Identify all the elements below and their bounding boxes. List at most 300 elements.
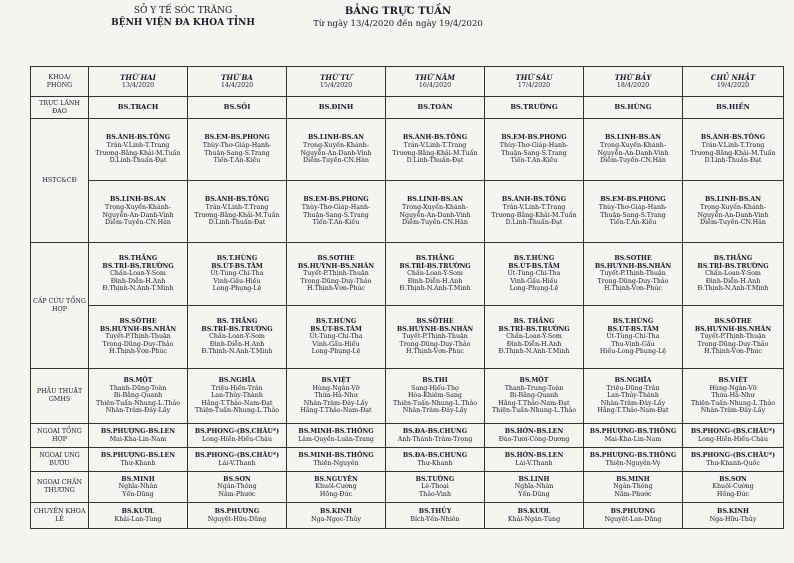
doctor-name: BS.KƯƠL [517, 507, 551, 515]
staff-names: Khải-Lan-Tùng [114, 515, 162, 523]
doctor-name: BS.NGHĨA [218, 377, 256, 385]
doctor-name: BS.ÁNH-BS.TÔNG [402, 134, 468, 142]
doctor-name: BS.MINH-BS.THÔNG [298, 427, 374, 435]
leader-cell: BS.SỎI [188, 97, 287, 119]
hstc-cell [683, 119, 784, 181]
staff-names: Thừa-Hà-Như [711, 392, 755, 400]
external-oncology-cell [188, 448, 287, 472]
day-date: 19/4/2020 [716, 81, 750, 89]
emergency-cell [287, 306, 386, 369]
staff-names: Chấn-Loan-Ý-Som [705, 270, 761, 278]
doctor-name: BS.MỘT [123, 377, 153, 385]
staff-names: Long-Hiền-Hiếu-Châu [202, 435, 272, 443]
trauma-cell [584, 472, 683, 503]
staff-names: Thanh-Trung-Toàn [504, 384, 564, 392]
staff-names: Nguyễn-An-Danh-Vinh [597, 149, 669, 157]
external-oncology-cell [386, 448, 485, 472]
doctor-name: BS.T.HÙNG [315, 318, 357, 326]
staff-names: Lái-V.Thanh [218, 459, 256, 467]
leader-cell: BS.TRƯỜNG [485, 97, 584, 119]
emergency-cell [485, 243, 584, 306]
external-general-cell [89, 424, 188, 448]
doctor-name: BS.HUỲNH-BS.NHÂN [594, 262, 672, 270]
trauma-cell [89, 472, 188, 503]
doctor-name: BS.SƠN [223, 475, 251, 483]
hstc-cell [188, 181, 287, 243]
doctor-name: BS.SƠTHE [317, 255, 355, 263]
day-date: 16/4/2020 [418, 81, 452, 89]
doctor-name: BS.LINH-BS.AN [109, 196, 166, 204]
staff-names: Thiện-Tuấn-Nhung-L.Thảo [392, 399, 478, 407]
date-range: Từ ngày 13/4/2020 đến ngày 19/4/2020 [313, 19, 483, 29]
doctor-name: BS.ÚT-BS.TÂM [310, 325, 362, 333]
staff-names: Lan-Thủy-Thành [607, 392, 659, 400]
trauma-row [31, 472, 784, 503]
doctor-name: BS.KƯƠL [121, 507, 155, 515]
staff-names: Bích-Yến-Nhiên [410, 515, 460, 523]
doctor-name: BS.ĐA-BS.CHUNG [402, 427, 468, 435]
corner-text: KHOA/ [48, 73, 71, 81]
emergency-row [31, 306, 784, 369]
staff-names: D.Linh-Thuấn-Đạt [406, 157, 464, 165]
staff-names: Tuyết-P.Thịnh-Thuận [303, 270, 369, 278]
staff-names: Thư-Khanh [417, 459, 453, 467]
staff-names: Tuyết-P.Thịnh-Thuận [700, 333, 766, 341]
staff-names: Nhân-Trâm-Đây-Lấy [402, 407, 468, 415]
row-label-trauma: NGOẠI CHẤN THƯƠNG [31, 472, 89, 503]
doctor-name: BS.SƠN [719, 475, 747, 483]
staff-names: Năm-Phước [614, 490, 652, 498]
staff-names: Trương-Bằng-Khải-M.Tuấn [194, 211, 280, 219]
hstc-row [31, 181, 784, 243]
day-name: THỨ TƯ [320, 72, 352, 82]
day-name: THỨ HAI [120, 72, 156, 82]
doctor-name: BS.KINH [717, 507, 749, 515]
staff-names: Lan-Thủy-Thành [211, 392, 263, 400]
doctor-name: BS.MINH-BS.THÔNG [298, 451, 374, 459]
staff-names: Trân-V.Linh-T.Trang [701, 141, 765, 149]
leader-cell: BS.HÙNG [584, 97, 683, 119]
doctor-name: BS.SÔTHE [714, 318, 752, 326]
specialty-cell [386, 503, 485, 529]
staff-names: Hòa-Khiêm-Sang [408, 392, 462, 400]
staff-names: Tiến-T.An-Kiều [312, 219, 360, 227]
staff-names: Thiện-Tuấn-Nhung-L.Thảo [491, 407, 577, 415]
doctor-name: BS. THẮNG [513, 318, 555, 326]
day-header [287, 67, 386, 97]
doctor-name: BS.MỘT [519, 377, 549, 385]
hstc-cell [683, 181, 784, 243]
leader-cell: BS.ĐỊNH [287, 97, 386, 119]
staff-names: Trân-V.Linh-T.Trang [502, 203, 566, 211]
staff-names: Út-Tùng-Chí-Tha [309, 333, 363, 341]
staff-names: Chấn-Loan-Ý-Som [110, 270, 166, 278]
doctor-name: BS.EM-BS.PHONG [204, 134, 270, 142]
doctor-name: BS.ÁNH-BS.TÔNG [204, 196, 270, 204]
trauma-cell [287, 472, 386, 503]
specialty-cell [89, 503, 188, 529]
emergency-cell [287, 243, 386, 306]
duty-roster-table [30, 66, 784, 529]
doctor-name: BS. THẮNG [216, 318, 258, 326]
doctor-name: BS.ÚT-BS.TÂM [508, 262, 560, 270]
hstc-cell [584, 181, 683, 243]
staff-names: Nhân-Trâm-Đây-Lấy [303, 399, 369, 407]
staff-names: Trân-V.Linh-T.Trang [106, 141, 170, 149]
staff-names: Thu-Vinh-Gấu [611, 340, 655, 348]
external-general-row [31, 424, 784, 448]
staff-names: D.Linh-Thuấn-Đạt [208, 219, 266, 227]
staff-names: Diễm-Tuyền-CN.Hân [600, 157, 666, 165]
staff-names: Hồng-Đức [716, 490, 750, 498]
doctor-name: BS.PHONG-(BS.CHÂU*) [690, 451, 776, 459]
staff-names: Vinh-Gấu-Hiếu [213, 277, 261, 285]
staff-names: Trọng-Dũng-Duy-Thảo [300, 277, 372, 285]
staff-names: Đình-Diễn-H.Anh [209, 340, 265, 348]
external-general-cell [683, 424, 784, 448]
surgery-cell [584, 369, 683, 424]
staff-names: Tuyết-P.Thịnh-Thuận [600, 270, 666, 278]
staff-names: Đ.Thịnh-N.Anh-T.Minh [498, 348, 570, 356]
doctor-name: BS.ÚT-BS.TÂM [607, 325, 659, 333]
staff-names: Trương-Bằng-Khải-M.Tuấn [392, 149, 478, 157]
external-general-cell [287, 424, 386, 448]
surgery-cell [683, 369, 784, 424]
trauma-cell [683, 472, 784, 503]
row-label-external-oncology: NGOẠI UNG BƯỚU [31, 448, 89, 472]
specialty-cell [584, 503, 683, 529]
staff-names: Lâm-Quyền-Luân-Trang [298, 435, 374, 443]
surgery-cell [287, 369, 386, 424]
staff-names: Thùy-Thơ-Giáp-Hạnh- [499, 141, 569, 149]
staff-names: Sang-Hiếu-Thọ [411, 384, 459, 392]
doctor-name: BS.PHƯỢNG-BS.THÔNG [589, 451, 677, 459]
doctor-name: BS.HUỲNH-BS.NHÂN [297, 262, 375, 270]
staff-names: Triệu-Hiền-Trân [211, 384, 263, 392]
staff-names: Út-Tùng-Chí-Tha [507, 270, 561, 278]
staff-names: Trọng-Dũng-Duy-Thảo [399, 340, 471, 348]
staff-names: Nguyễn-An-Danh-Vinh [102, 211, 174, 219]
row-label-surgery: PHẪU THUẬT GMHS [31, 369, 89, 424]
doctor-name: BS.TRÍ-BS.TRƯỜNG [201, 325, 273, 333]
staff-names: Hằng-T.Thảo-Nam-Đạt [300, 407, 372, 415]
external-oncology-cell [287, 448, 386, 472]
staff-names: Thùy-Thơ-Giáp-Hạnh- [301, 203, 371, 211]
doctor-name: BS.NGHĨA [614, 377, 652, 385]
row-label-specialty: CHUYÊN KHOA LẺ [31, 503, 89, 529]
staff-names: H.Thịnh-Vơn-Phúc [406, 348, 464, 356]
org-department: SỞ Y TẾ SÓC TRĂNG [133, 6, 233, 16]
day-date: 17/4/2020 [517, 81, 551, 89]
surgery-row [31, 369, 784, 424]
external-oncology-row [31, 448, 784, 472]
leader-cell: BS.HIỀN [683, 97, 784, 119]
day-name: THỨ BA [221, 72, 253, 82]
doctor-name: BS.THẮNG [713, 255, 753, 263]
staff-names: H.Thịnh-Vơn-Phúc [307, 285, 365, 293]
emergency-cell [386, 243, 485, 306]
staff-names: Thiện-Tuấn-Nhung-L.Thảo [690, 399, 776, 407]
staff-names: Ngân-Thông [613, 483, 653, 491]
staff-names: Khuôl-Cường [315, 483, 357, 491]
staff-names: Nga-Ngọc-Thủy [310, 515, 362, 523]
day-date: 14/4/2020 [220, 81, 254, 89]
doctor-name: BS.ÁNH-BS.TÔNG [105, 134, 171, 142]
staff-names: Mai-Kha-Lin-Nam [109, 435, 167, 443]
doctor-name: BS.PHƯỢNG-BS.LEN [100, 451, 176, 459]
staff-names: Út-Tùng-Chí-Tha [606, 333, 660, 341]
doctor-name: BS.TRÍ-BS.TRƯỜNG [498, 325, 570, 333]
staff-names: Nguyễn-An-Danh-Vinh [697, 211, 769, 219]
doctor-name: BS.PHƯƠNG [214, 507, 260, 515]
day-name: CHỦ NHẬT [710, 72, 756, 82]
staff-names: Tiến-T.An-Kiều [213, 157, 261, 165]
staff-names: Khải-Ngân-Tùng [507, 515, 561, 523]
day-header [584, 67, 683, 97]
staff-names: Thiện-Tuấn-Nhung-L.Thảo [95, 399, 181, 407]
org-hospital: BỆNH VIỆN ĐA KHOA TỈNH [111, 18, 255, 28]
doctor-name: BS.NGUYÊN [314, 475, 358, 483]
row-label-hstc: HSTC&CĐ [31, 119, 89, 243]
external-oncology-cell [683, 448, 784, 472]
doctor-name: BS.TƯỜNG [415, 475, 455, 483]
specialty-row [31, 503, 784, 529]
doctor-name: BS.HỚN-BS.LEN [504, 427, 564, 435]
day-header [188, 67, 287, 97]
staff-names: Năm-Phước [218, 490, 256, 498]
staff-names: Nghĩa-Nhân [514, 483, 554, 491]
emergency-cell [89, 243, 188, 306]
staff-names: D.Linh-Thuấn-Đạt [704, 157, 762, 165]
staff-names: Trân-V.Linh-T.Trang [403, 141, 467, 149]
hstc-cell [287, 119, 386, 181]
emergency-row [31, 243, 784, 306]
doctor-name: BS.EM-BS.PHONG [501, 134, 567, 142]
doctor-name: BS.TRÍ-BS.TRƯỜNG [697, 262, 769, 270]
staff-names: Trương-Bằng-Khải-M.Tuấn [95, 149, 181, 157]
external-oncology-cell [89, 448, 188, 472]
staff-names: Bi-Bằng-Quanh [509, 392, 559, 400]
surgery-cell [89, 369, 188, 424]
doctor-name: BS.THẮNG [118, 255, 158, 263]
staff-names: Triệu-Dũng-Trân [606, 384, 660, 392]
staff-names: Long-Phụng-Lệ [509, 285, 559, 293]
staff-names: Thanh-Dũng-Toàn [109, 384, 167, 392]
doctor-name: BS.LINH-BS.AN [406, 196, 463, 204]
staff-names: Trọng-Dũng-Duy-Thảo [102, 340, 174, 348]
staff-names: Diễm-Tuyền-CN.Hân [402, 219, 468, 227]
doctor-name: BS.SÔTHE [119, 318, 157, 326]
doctor-name: BS.ÁNH-BS.TÔNG [501, 196, 567, 204]
staff-names: Đ.Thịnh-N.Anh-T.Minh [697, 285, 769, 293]
staff-names: Long-Hiền-Hiếu-Châu [698, 435, 768, 443]
day-header [386, 67, 485, 97]
doctor-name: BS.LINH [518, 475, 550, 483]
doctor-name: BS.HUỲNH-BS.NHÂN [694, 325, 772, 333]
day-name: THỨ BẢY [614, 72, 652, 82]
staff-names: H.Thịnh-Vơn-Phúc [704, 348, 762, 356]
staff-names: Anh-Thành-Trâm-Trọng [397, 435, 473, 443]
staff-names: D.Linh-Thuấn-Đạt [505, 219, 563, 227]
doctor-name: BS.ÁNH-BS.TÔNG [700, 134, 766, 142]
day-name: THỨ NĂM [415, 72, 455, 82]
staff-names: Trọng-Xuyến-Khánh- [402, 203, 468, 211]
doctor-name: BS.T.HÙNG [513, 255, 555, 263]
staff-names: Nghĩa-Nhân [118, 483, 158, 491]
doctor-name: BS.LINH-BS.AN [604, 134, 661, 142]
doctor-name: BS.SOTHE [614, 255, 652, 263]
staff-names: Chấn-Loan-Ý-Som [407, 270, 463, 278]
doctor-name: BS.PHONG-(BS.CHÂU*) [194, 427, 280, 435]
day-date: 18/4/2020 [616, 81, 650, 89]
row-label-external-general: NGOẠI TỔNG HỢP [31, 424, 89, 448]
doctor-name: BS.THỦY [418, 507, 452, 515]
external-oncology-cell [584, 448, 683, 472]
emergency-cell [683, 306, 784, 369]
doctor-name: BS.PHƯỢNG-BS.THÔNG [589, 427, 677, 435]
staff-names: Ngân-Thông [217, 483, 257, 491]
staff-names: Đào-Tươi-Công-Dương [498, 435, 570, 443]
staff-names: Vinh-Gấu-Hiếu [312, 340, 360, 348]
staff-names: Thảo-Vinh [418, 490, 452, 498]
external-general-cell [485, 424, 584, 448]
staff-names: Nga-Hữu-Thủy [709, 515, 757, 523]
doctor-name: BS.VIỆT [321, 377, 351, 385]
doctor-name: BS.ÚT-BS.TÂM [211, 262, 263, 270]
doctor-name: BS.T.HÙNG [216, 255, 258, 263]
doctor-name: BS.PHONG-(BS.CHÂU*) [194, 451, 280, 459]
external-general-cell [584, 424, 683, 448]
hstc-cell [188, 119, 287, 181]
specialty-cell [287, 503, 386, 529]
leader-cell: BS.TOÀN [386, 97, 485, 119]
staff-names: Út-Tùng-Chí-Tha [210, 270, 264, 278]
staff-names: Long-Phụng-Lệ [311, 348, 361, 356]
emergency-cell [188, 306, 287, 369]
trauma-cell [188, 472, 287, 503]
day-header [485, 67, 584, 97]
doctor-name: BS.THI [422, 377, 448, 385]
corner-header [31, 67, 89, 97]
external-oncology-cell [485, 448, 584, 472]
doctor-name: BS.KINH [320, 507, 352, 515]
staff-names: H.Thịnh-Vơn-Phúc [604, 285, 662, 293]
hstc-cell [89, 181, 188, 243]
hstc-cell [386, 181, 485, 243]
staff-names: Mai-Kha-Lin-Nam [604, 435, 662, 443]
surgery-cell [188, 369, 287, 424]
staff-names: Trương-Bằng-Khải-M.Tuấn [491, 211, 577, 219]
staff-names: Hằng-T.Thảo-Nam-Đạt [597, 407, 669, 415]
staff-names: Trọng-Xuyến-Khánh- [105, 203, 171, 211]
staff-names: Thư-Khanh [120, 459, 156, 467]
page-title: BẢNG TRỰC TUẦN [344, 6, 452, 17]
doc-header [298, 6, 498, 29]
day-name: THỨ SÁU [515, 72, 553, 82]
staff-names: Tiến-T.An-Kiều [510, 157, 558, 165]
staff-names: Vinh-Gấu-Hiếu [510, 277, 558, 285]
doctor-name: BS.LINH-BS.AN [704, 196, 761, 204]
staff-names: Khuôl-Cường [712, 483, 754, 491]
corner-text: PHÒNG [46, 81, 73, 89]
staff-names: Trọng-Xuyến-Khánh- [303, 141, 369, 149]
staff-names: Hằng-T.Thảo-Nam-Đạt [201, 399, 273, 407]
day-date: 13/4/2020 [121, 81, 155, 89]
doctor-name: BS.PHƯƠNG [610, 507, 656, 515]
staff-names: Lái-V.Thanh [515, 459, 553, 467]
specialty-cell [683, 503, 784, 529]
staff-names: Thùy-Thơ-Giáp-Hạnh- [598, 203, 668, 211]
staff-names: Thuận-Sang-S.Trang [204, 149, 270, 157]
doctor-name: BS.TRÍ-BS.TRƯỜNG [102, 262, 174, 270]
staff-names: Nguyệt-Hữu-Dũng [207, 515, 267, 523]
staff-names: Đ.Thịnh-N.Anh-T.Minh [201, 348, 273, 356]
staff-names: Thiện-Nguyên-Vy [605, 459, 661, 467]
emergency-cell [89, 306, 188, 369]
staff-names: Thuận-Sang-S.Trang [600, 211, 666, 219]
staff-names: Đình-Diễn-H.Anh [705, 277, 761, 285]
staff-names: Hùng-Ngân-Vỡ [312, 384, 360, 392]
staff-names: Hồng-Đức [319, 490, 353, 498]
staff-names: Chấn-Loan-Ý-Som [209, 333, 265, 341]
staff-names: Nhân-Trâm-Đây-Lấy [700, 407, 766, 415]
staff-names: Lê-Thoại [421, 483, 449, 491]
staff-names: Tuyết-P.Thịnh-Thuận [402, 333, 468, 341]
staff-names: Long-Phụng-Lệ [212, 285, 262, 293]
staff-names: Thuận-Sang-S.Trang [501, 149, 567, 157]
doctor-name: BS.THẮNG [415, 255, 455, 263]
doctor-name: BS.T.HÙNG [612, 318, 654, 326]
staff-names: Nhân-Trâm-Đây-Lấy [105, 407, 171, 415]
staff-names: Nguyễn-An-Danh-Vinh [300, 149, 372, 157]
doctor-name: BS.EM-BS.PHONG [303, 196, 369, 204]
trauma-cell [386, 472, 485, 503]
leader-cell: BS.TRẠCH [89, 97, 188, 119]
staff-names: Trọng-Xuyến-Khánh- [600, 141, 666, 149]
leadership-row [31, 97, 784, 119]
emergency-cell [386, 306, 485, 369]
doctor-name: BS.MINH [616, 475, 650, 483]
staff-names: Tuyết-P.Thịnh-Thuận [105, 333, 171, 341]
emergency-cell [485, 306, 584, 369]
doctor-name: BS.PHƯỢNG-BS.LEN [100, 427, 176, 435]
staff-names: Thư-Khanh-Quốc [706, 459, 760, 467]
staff-names: Diễm-Tuyền-CN.Hân [700, 219, 766, 227]
hstc-cell [485, 119, 584, 181]
staff-names: Đình-Diễn-H.Anh [407, 277, 463, 285]
staff-names: Nguyệt-Lan-Dũng [604, 515, 662, 523]
day-header [89, 67, 188, 97]
staff-names: Tiến-T.An-Kiều [609, 219, 657, 227]
staff-names: Trương-Bằng-Khải-M.Tuấn [690, 149, 776, 157]
staff-names: Trọng-Dũng-Duy-Thảo [697, 340, 769, 348]
doctor-name: BS.SÔTHE [416, 318, 454, 326]
row-label-emergency: CẤP CỨU TỔNG HỢP [31, 243, 89, 369]
emergency-cell [683, 243, 784, 306]
org-header [58, 6, 308, 28]
staff-names: Trân-V.Linh-T.Trang [205, 203, 269, 211]
emergency-cell [584, 243, 683, 306]
external-general-cell [386, 424, 485, 448]
staff-names: Hiếu-Long-Phụng-Lệ [599, 348, 667, 356]
doctor-name: BS.EM-BS.PHONG [600, 196, 666, 204]
staff-names: Thừa-Hà-Như [314, 392, 358, 400]
staff-names: Đình-Diễn-H.Anh [110, 277, 166, 285]
staff-names: Chấn-Loan-Ý-Som [506, 333, 562, 341]
day-header [683, 67, 784, 97]
staff-names: Đ.Thịnh-N.Anh-T.Minh [102, 285, 174, 293]
day-header-row [31, 67, 784, 97]
